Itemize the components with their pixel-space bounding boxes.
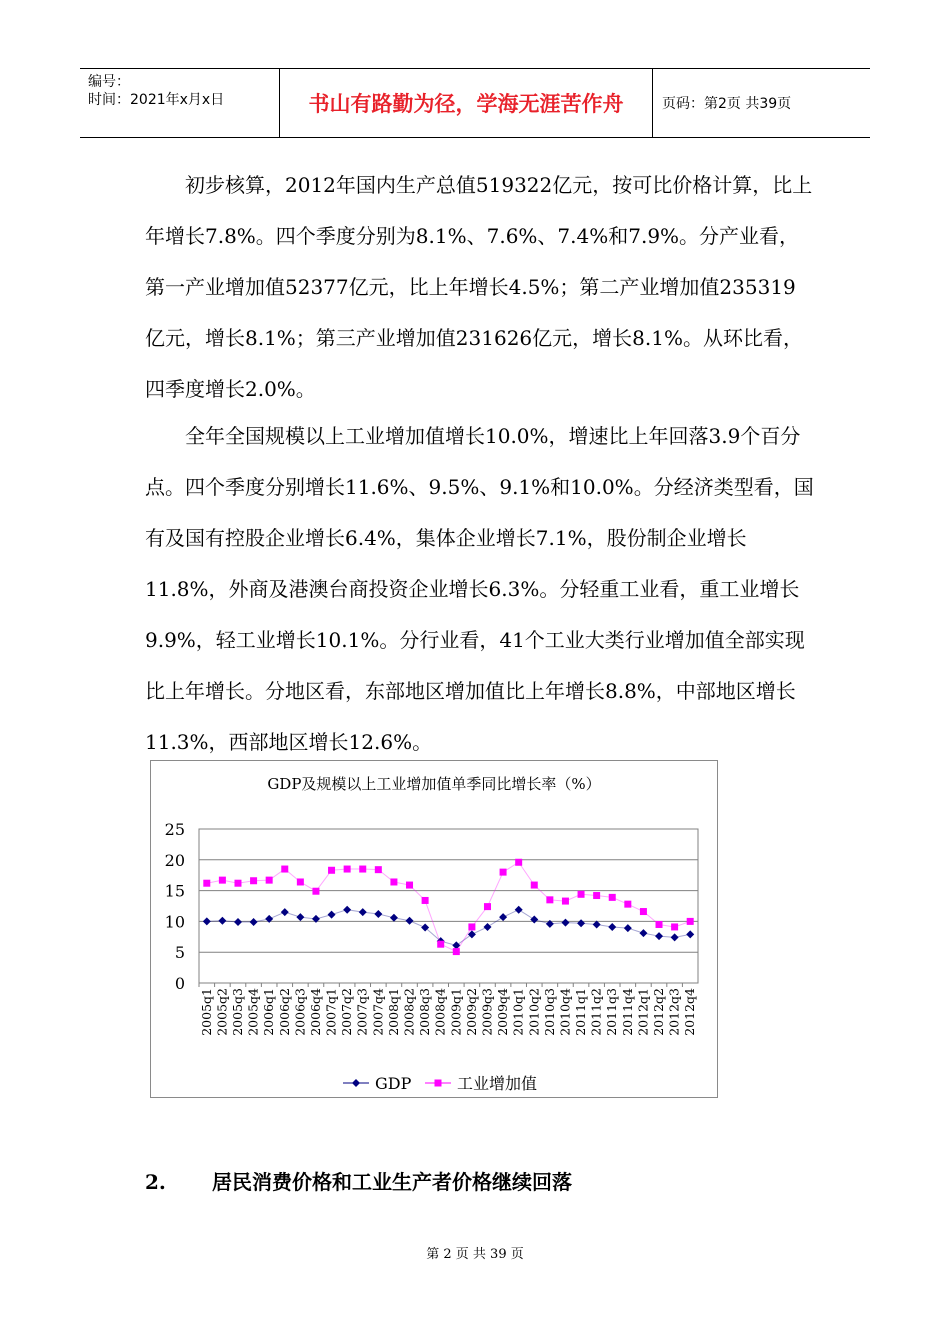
- data-point-industry: [578, 891, 585, 898]
- x-tick-label: 2008q4: [432, 988, 448, 1036]
- x-tick-label: 2007q2: [339, 988, 355, 1036]
- x-tick-label: 2010q2: [526, 988, 542, 1036]
- data-point-gdp: [655, 932, 663, 940]
- x-tick-label: 2005q2: [214, 988, 230, 1036]
- data-point-gdp: [390, 914, 398, 922]
- data-point-industry: [390, 878, 397, 885]
- data-point-gdp: [483, 923, 491, 931]
- data-point-gdp: [203, 917, 211, 925]
- data-point-industry: [453, 948, 460, 955]
- data-point-gdp: [374, 910, 382, 918]
- data-point-gdp: [281, 908, 289, 916]
- chart-svg: [151, 761, 717, 1097]
- data-point-gdp: [639, 929, 647, 937]
- data-point-industry: [640, 908, 647, 915]
- legend-label: 工业增加值: [457, 1074, 538, 1093]
- x-tick-label: 2011q4: [619, 988, 635, 1036]
- data-point-gdp: [561, 919, 569, 927]
- section-number: 2.: [145, 1170, 166, 1194]
- data-point-industry: [359, 866, 366, 873]
- data-point-industry: [203, 880, 210, 887]
- data-point-industry: [328, 867, 335, 874]
- y-tick-label: 25: [164, 820, 185, 839]
- data-point-gdp: [234, 918, 242, 926]
- x-tick-label: 2012q4: [682, 988, 698, 1036]
- x-tick-label: 2010q3: [541, 988, 557, 1036]
- x-tick-label: 2008q3: [417, 988, 433, 1036]
- x-tick-label: 2011q1: [573, 988, 589, 1036]
- data-point-industry: [375, 866, 382, 873]
- series-line-0: [207, 910, 690, 946]
- data-point-industry: [500, 869, 507, 876]
- time-label: 时间：2021年x月x日: [88, 92, 225, 108]
- x-tick-label: 2011q3: [604, 988, 620, 1036]
- legend-marker-industry: [435, 1080, 442, 1087]
- x-tick-label: 2009q4: [495, 988, 511, 1036]
- data-point-industry: [562, 898, 569, 905]
- x-tick-label: 2007q1: [323, 988, 339, 1036]
- x-tick-label: 2012q3: [666, 988, 682, 1036]
- y-tick-label: 15: [164, 881, 185, 901]
- x-tick-label: 2005q1: [198, 988, 214, 1036]
- data-point-gdp: [343, 906, 351, 914]
- data-point-gdp: [671, 933, 679, 941]
- data-point-industry: [312, 888, 319, 895]
- data-point-industry: [266, 877, 273, 884]
- data-point-industry: [468, 923, 475, 930]
- data-point-gdp: [328, 911, 336, 919]
- data-point-gdp: [296, 913, 304, 921]
- data-point-industry: [234, 880, 241, 887]
- page-header: [80, 68, 870, 138]
- growth-chart: [150, 760, 718, 1098]
- paragraph-industry: [145, 411, 815, 768]
- x-tick-label: 2010q1: [510, 988, 526, 1036]
- x-tick-label: 2009q3: [479, 988, 495, 1036]
- legend-label: GDP: [375, 1074, 412, 1093]
- data-point-gdp: [499, 913, 507, 921]
- data-point-industry: [671, 923, 678, 930]
- plot-area: [199, 829, 698, 983]
- data-point-gdp: [624, 924, 632, 932]
- y-tick-label: 5: [174, 943, 185, 963]
- x-tick-label: 2008q2: [401, 988, 417, 1036]
- data-point-gdp: [218, 917, 226, 925]
- data-point-industry: [422, 897, 429, 904]
- x-tick-label: 2005q3: [229, 988, 245, 1036]
- x-tick-label: 2012q1: [635, 988, 651, 1036]
- y-tick-label: 10: [164, 912, 185, 932]
- x-tick-label: 2005q4: [245, 988, 261, 1036]
- data-point-industry: [609, 894, 616, 901]
- legend-marker-gdp: [352, 1079, 360, 1087]
- data-point-gdp: [608, 923, 616, 931]
- data-point-industry: [281, 866, 288, 873]
- y-tick-label: 20: [164, 850, 185, 870]
- x-tick-label: 2010q4: [557, 988, 573, 1036]
- x-tick-label: 2006q4: [307, 988, 323, 1036]
- data-point-industry: [484, 903, 491, 910]
- x-tick-label: 2006q2: [276, 988, 292, 1036]
- series-line-1: [207, 862, 690, 951]
- section-title: 居民消费价格和工业生产者价格继续回落: [212, 1170, 572, 1194]
- data-point-industry: [219, 877, 226, 884]
- data-point-gdp: [406, 917, 414, 925]
- paragraph-gdp: [145, 160, 815, 415]
- data-point-gdp: [250, 918, 258, 926]
- data-point-industry: [546, 896, 553, 903]
- data-point-industry: [344, 866, 351, 873]
- data-point-industry: [656, 921, 663, 928]
- data-point-industry: [406, 882, 413, 889]
- data-point-industry: [297, 878, 304, 885]
- x-tick-label: 2007q3: [354, 988, 370, 1036]
- x-tick-label: 2006q3: [292, 988, 308, 1036]
- header-motto: 书山有路勤为径，学海无涯苦作舟: [280, 69, 653, 137]
- x-tick-label: 2006q1: [261, 988, 277, 1036]
- data-point-industry: [531, 882, 538, 889]
- data-point-industry: [437, 941, 444, 948]
- data-point-gdp: [686, 930, 694, 938]
- data-point-gdp: [530, 916, 538, 924]
- data-point-gdp: [577, 919, 585, 927]
- x-tick-label: 2012q2: [651, 988, 667, 1036]
- x-tick-label: 2011q2: [588, 988, 604, 1036]
- x-tick-label: 2009q1: [448, 988, 464, 1036]
- data-point-industry: [624, 901, 631, 908]
- x-tick-label: 2007q4: [370, 988, 386, 1036]
- paragraph-text: 全年全国规模以上工业增加值增长10.0%，增速比上年回落3.9个百分点。四个季度分别增长11.6%、9.5%、9.1%和10.0%。分经济类型看，国有及国有控股企业增长6.4%，集体企业增长7.1%，股份制企业增长11.8%，外商及港澳台商投资企业增长6.3%。分轻重工业看，重工业增长9.9%，轻工业增长10.1%。分行业看，41个工业大类行业增加值全部实现比上年增长。分地区看，东部地区增加值比上年增长8.8%，中部地区增长11.3%，西部地区增长12.6%。: [145, 424, 814, 754]
- x-tick-label: 2009q2: [463, 988, 479, 1036]
- header-page-info: 页码：第2页 共39页: [662, 96, 792, 112]
- x-tick-label: 2008q1: [385, 988, 401, 1036]
- serial-label: 编号：: [88, 74, 130, 90]
- paragraph-text: 初步核算，2012年国内生产总值519322亿元，按可比价格计算，比上年增长7.8%。四个季度分别为8.1%、7.6%、7.4%和7.9%。分产业看，第一产业增加值52377亿元，比上年增长4.5%；第二产业增加值235319亿元，增长8.1%；第三产业增加值231626亿元，增长8.1%。从环比看，四季度增长2.0%。: [145, 173, 813, 401]
- section-heading: [145, 1166, 572, 1195]
- data-point-industry: [515, 859, 522, 866]
- data-point-industry: [687, 918, 694, 925]
- data-point-industry: [593, 892, 600, 899]
- page-footer: 第 2 页 共 39 页: [426, 1247, 524, 1262]
- header-meta: [80, 69, 280, 137]
- chart-title: GDP及规模以上工业增加值单季同比增长率（%）: [267, 775, 601, 793]
- data-point-gdp: [515, 906, 523, 914]
- data-point-gdp: [359, 908, 367, 916]
- data-point-industry: [250, 877, 257, 884]
- y-tick-label: 0: [174, 974, 185, 993]
